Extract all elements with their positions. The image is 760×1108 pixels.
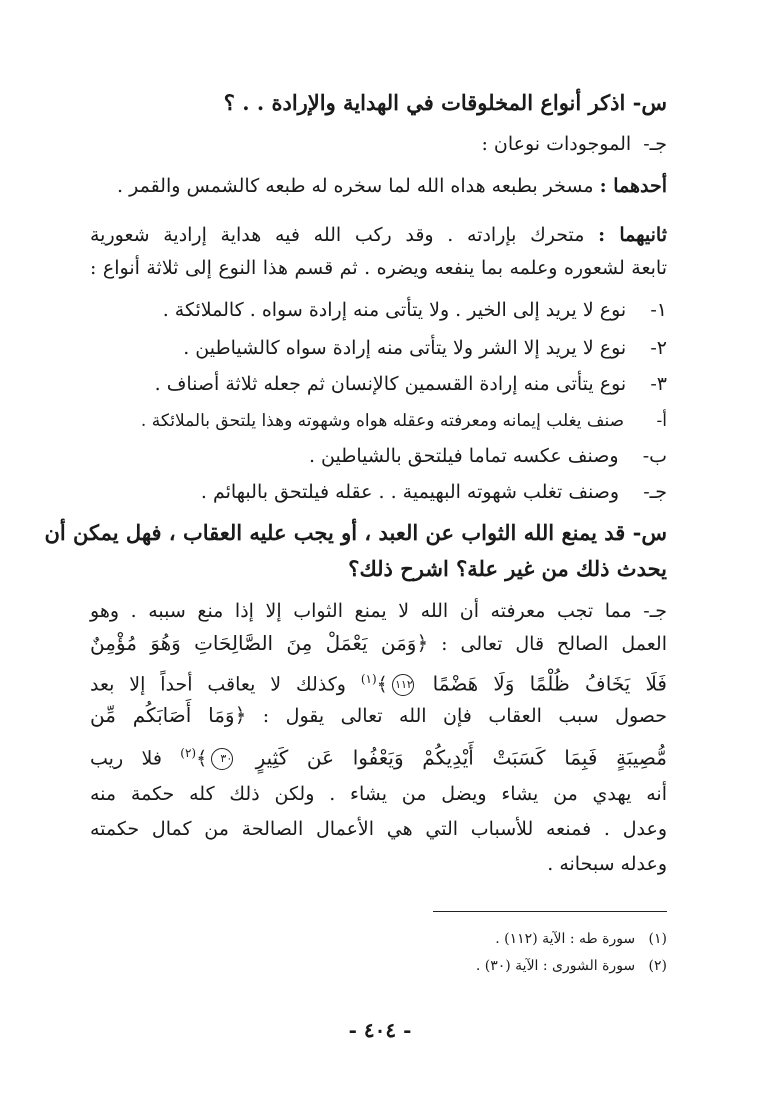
footnote-number: (١) (648, 931, 667, 947)
first-type-text: مسخر بطبعه هداه الله لما سخره له طبعه كالشمس والقمر . (117, 175, 594, 197)
question-2-line-2 (348, 554, 667, 584)
ayah-number-marker: ١١٢ (392, 674, 414, 696)
question-text: اذكر أنواع المخلوقات في الهداية والإرادة . . ؟ (223, 90, 626, 115)
type-number: ٢- (650, 337, 667, 359)
type-text: نوع لا يريد إلا الشر ولا يتأتى منه إرادة سواه كالشياطين . (183, 337, 627, 359)
type-number: ٣- (650, 373, 667, 395)
quran-verse: ﴿وَمَن يَعْمَلْ مِنَ الصَّالِحَاتِ وَهُوَ مُؤْمِنٌ (90, 631, 429, 655)
first-type (117, 171, 667, 201)
question-text: قد يمنع الله الثواب عن العبد ، أو يجب عليه العقاب ، فهل يمكن أن (44, 520, 626, 545)
answer-text: فلا ريب (90, 747, 162, 770)
footnote-1 (495, 929, 667, 949)
second-type-line-2 (90, 253, 667, 283)
footnote-2 (476, 956, 667, 976)
class-text: وصنف تغلب شهوته البهيمية . . عقله فيلتحق بالبهائم . (200, 481, 620, 503)
ayah-number-marker: ٣٠ (211, 748, 233, 770)
answer-2-line-3: فَلَا يَخَافُ ظُلْمًا وَلَا هَضْمًا ١١٢﴾$^{(١)}$ وكذلك لا يعاقب أحداً إلا بعد (90, 671, 667, 696)
question-1 (224, 88, 667, 118)
answer-2-line-2 (90, 628, 667, 659)
type-text: نوع لا يريد إلى الخير . ولا يتأتى منه إرادة سواه . كالملائكة . (162, 299, 627, 321)
class-letter: أ- (656, 411, 667, 431)
answer-label: جـ- (643, 600, 667, 622)
answer-intro-text: الموجودات نوعان : (481, 133, 632, 155)
first-type-label: أحدهما : (599, 175, 667, 197)
quran-verse: ﴿وَمَا أَصَابَكُم مِّن (90, 703, 247, 727)
question-2-line-1 (44, 518, 667, 548)
type-item-3 (155, 369, 667, 399)
class-item-c (201, 477, 667, 507)
quran-verse: فَلَا يَخَافُ ظُلْمًا وَلَا هَضْمًا (432, 671, 667, 696)
class-item-a (141, 406, 667, 436)
answer-2-line-6 (90, 779, 667, 809)
answer-label: جـ- (643, 133, 667, 155)
answer-2-line-1 (90, 596, 667, 626)
answer-2-line-4 (90, 700, 667, 731)
type-item-2 (183, 333, 667, 363)
answer-text: العمل الصالح قال تعالى : (441, 633, 667, 655)
second-type-line-1 (90, 220, 667, 250)
footnote-ref: (٢) (180, 746, 197, 760)
second-type-text-continued: تابعة لشعوره وعلمه بما ينفعه ويضره . ثم قسم هذا النوع إلى ثلاثة أنواع : (90, 257, 667, 279)
footnote-text: سورة طه : الآية (١١٢) . (495, 931, 636, 947)
footnote-divider (433, 911, 667, 912)
type-text: نوع يتأتى منه إرادة القسمين كالإنسان ثم جعله ثلاثة أصناف . (154, 373, 627, 395)
question-label: س- (632, 90, 667, 115)
second-type-label: ثانيهما : (598, 224, 667, 246)
question-text-continued: يحدث ذلك من غير علة؟ اشرح ذلك؟ (348, 556, 667, 581)
class-item-b (309, 441, 667, 471)
answer-2-line-8 (547, 849, 667, 879)
quran-verse: مُّصِيبَةٍ فَبِمَا كَسَبَتْ أَيْدِيكُمْ وَيَعْفُوا عَن كَثِيرٍ (255, 745, 667, 770)
answer-2-line-5: مُّصِيبَةٍ فَبِمَا كَسَبَتْ أَيْدِيكُمْ وَيَعْفُوا عَن كَثِيرٍ ٣٠﴾$^{(٢)}$ فلا ريب (90, 745, 667, 770)
type-number: ١- (650, 299, 667, 321)
type-item-1 (163, 295, 667, 325)
answer-text: وعدله سبحانه . (547, 853, 667, 875)
answer-text: أنه يهدي من يشاء ويضل من يشاء . ولكن ذلك كله حكمة منه (90, 783, 667, 805)
question-label: س- (632, 520, 667, 545)
answer-2-line-7 (90, 814, 667, 844)
footnote-text: سورة الشورى : الآية (٣٠) . (475, 958, 636, 974)
page-number: - ٤٠٤ - (348, 1018, 412, 1042)
answer-text: وعدل . فمنعه للأسباب التي هي الأعمال الصالحة من كمال حكمته (90, 818, 667, 840)
footnote-number: (٢) (648, 958, 667, 974)
class-letter: جـ- (643, 481, 667, 503)
class-letter: ب- (642, 445, 667, 467)
answer-text: مما تجب معرفته أن الله لا يمنع الثواب إلا إذا منع سببه . وهو (90, 600, 632, 622)
answer-text: وكذلك لا يعاقب أحداً إلا بعد (90, 673, 346, 696)
answer-1-intro (481, 129, 667, 159)
class-text: صنف يغلب إيمانه ومعرفته وعقله هواه وشهوته وهذا يلتحق بالملائكة . (140, 411, 625, 431)
class-text: وصنف عكسه تماما فيلتحق بالشياطين . (308, 445, 619, 467)
footnote-ref: (١) (360, 672, 377, 686)
answer-text: حصول سبب العقاب فإن الله تعالى يقول : (262, 705, 668, 727)
second-type-text: متحرك بإرادته . وقد ركب الله فيه هداية إرادية شعورية (90, 224, 585, 246)
